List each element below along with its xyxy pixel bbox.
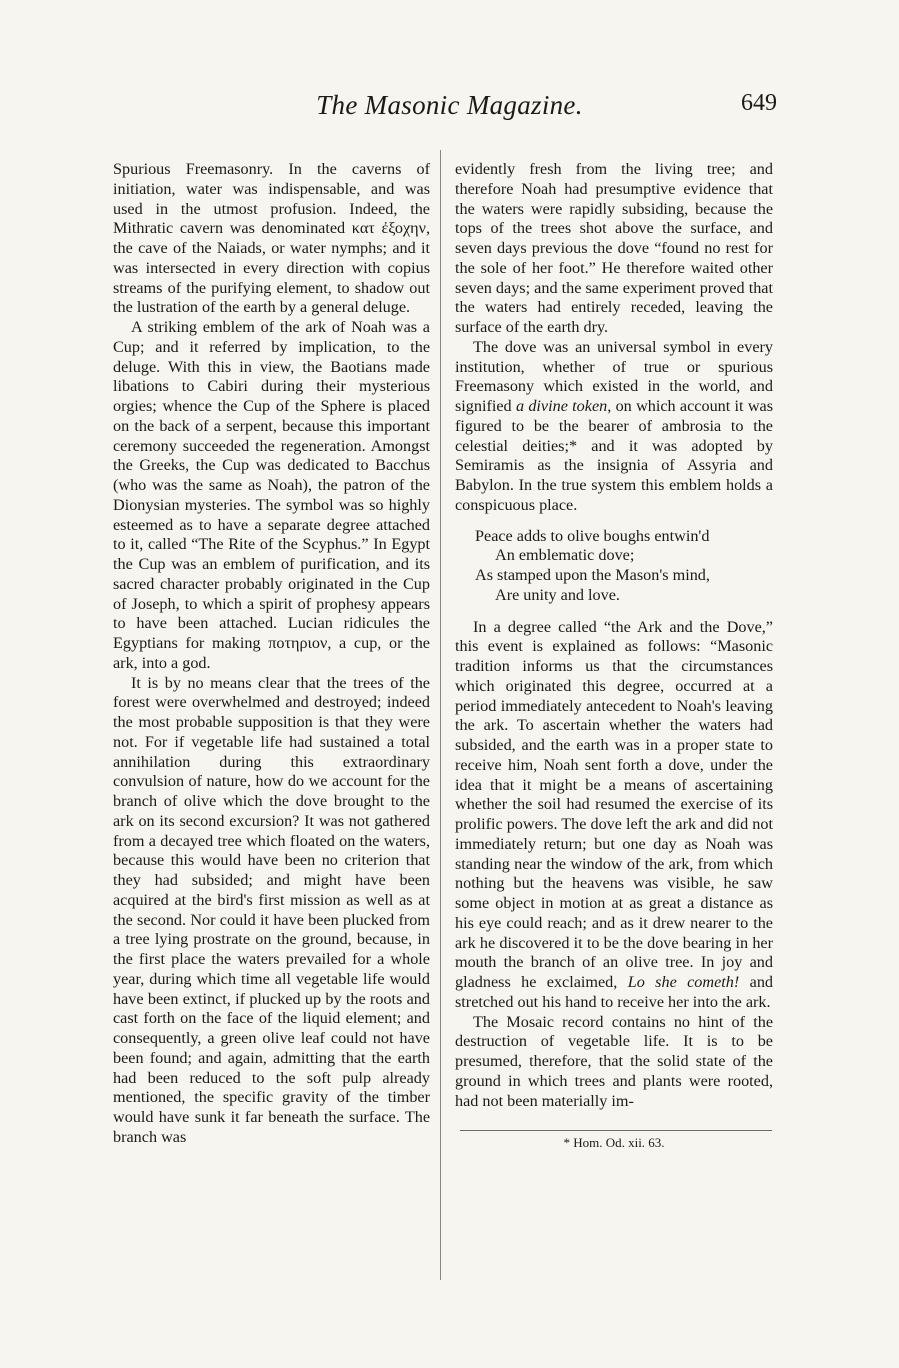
text-run: In a degree called “the Ark and the Dove,” this event is explained as follows: “Masonic tradition informs us that the circumstances which originated this degree, occurred at a period immediately antecedent to Noah's leaving the ark. To ascertain whether the waters had subsided, and the earth was in a proper state to receive him, Noah sent forth a dove, under the idea that it might be a means of ascertaining whether the soil had resumed the exercise of its prolific powers. The dove left the ark and did not immediately return; but one day as Noah was standing near the window of the ark, from which nothing but the heavens was visible, he saw some object in motion at as great a distance as his eye could reach; and as it drew nearer to the ark he discovered it to be the dove bearing in her mouth the branch of an olive tree. In joy and gladness he exclaimed, — [455, 617, 773, 991]
verse-line: Are unity and love. — [495, 585, 620, 604]
italic-text: a divine token, — [515, 397, 612, 415]
paragraph: It is by no means clear that the trees of the forest were overwhelmed and destroyed; indeed the most probable supposition is that they were not. For if vegetable life had sustained a total annihilation during this extraordinary convulsion of nature, how do we account for the branch of olive which the dove brought to the ark on its second excursion? It was not gathered from a decayed tree which floated on the waters, because this would have been no criterion that they had subsided; and might have been acquired at the bird's first mission as well as at the second. Nor could it have been plucked from a tree lying prostrate on the ground, because, in the first place the waters prevailed for a whole year, during which time all vegetable life would have been extinct, if plucked up by the roots and cast forth on the face of the liquid element; and consequently, a green olive leaf could not have been found; and again, admitting that the earth had been reduced to the soft pulp already mentioned, the specific gravity of the timber would have sunk it far beneath the surface. The branch was — [113, 673, 430, 1146]
paragraph: Spurious Freemasonry. In the caverns of initiation, water was indispensable, and was used in the utmost profusion. Indeed, the Mithratic cavern was denominated κατ ἐξοχην, the cave of the Naiads, or water nymphs; and it was intersected in every direction with copius streams of the purifying element, to shadow out the lustration of the earth by a general deluge. — [113, 160, 430, 317]
running-title: The Masonic Magazine. — [316, 90, 583, 120]
footnote: * Hom. Od. xii. 63. — [563, 1135, 665, 1151]
column-divider — [440, 150, 441, 1280]
paragraph: evidently fresh from the living tree; and therefore Noah had presumptive evidence that the waters were rapidly subsiding, because the tops of the trees shot above the surface, and seven days previous the dove “found no rest for the sole of her foot.” He therefore waited other seven days; and the same experiment proved that the waters had entirely receded, leaving the surface of the earth dry. — [455, 160, 773, 336]
text-run: and stretched out his hand to receive her into the ark. — [455, 973, 774, 1011]
verse-line: As stamped upon the Mason's mind, — [475, 566, 710, 584]
page-number: 649 — [741, 90, 777, 116]
paragraph: A striking emblem of the ark of Noah was a Cup; and it referred by implication, to the deluge. With this in view, the Baotians made libations to Cabiri during their mysterious orgies; whence the Cup of the Sphere is placed on the back of a serpent, because this important ceremony succeeded the regeneration. Amongst the Greeks, the Cup was dedicated to Bacchus (who was the same as Noah), the patron of the Dionysian mysteries. The symbol was so highly esteemed as to have a separate degree attached to it, called “The Rite of the Scyphus.” In Egypt the Cup was an emblem of purification, and its sacred character probably originated in the Cup of Joseph, to which a spirit of prophesy appears to have been attached. Lucian ridicules the Egyptians for making ποτηριον, a cup, or the ark, into a god. — [113, 318, 430, 672]
verse-line: An emblematic dove; — [495, 546, 635, 565]
verse-line: Peace adds to olive boughs entwin'd — [475, 526, 710, 545]
paragraph: The Mosaic record contains no hint of the destruction of vegetable life. It is to be presumed, therefore, that the solid state of the ground in which trees and plants were rooted, had not been materially im- — [455, 1012, 773, 1110]
paragraph — [455, 338, 773, 516]
right-column — [455, 160, 773, 1153]
footnote-rule — [460, 1130, 772, 1131]
paragraph — [455, 618, 773, 1013]
text-run: on which account it was figured to be the bearer of ambrosia to the celestial deities;* and it was adopted by Semiramis as the insignia of Assyria and Babylon. In the true system this emblem holds a conspicuous place. — [455, 397, 774, 514]
verse-block — [475, 527, 773, 606]
left-column — [113, 160, 430, 1148]
text-run: The dove was an universal symbol in every institution, whether of true or spurious Freemasony which existed in the world, and signified — [455, 337, 773, 415]
italic-text: Lo she cometh! — [627, 973, 740, 991]
